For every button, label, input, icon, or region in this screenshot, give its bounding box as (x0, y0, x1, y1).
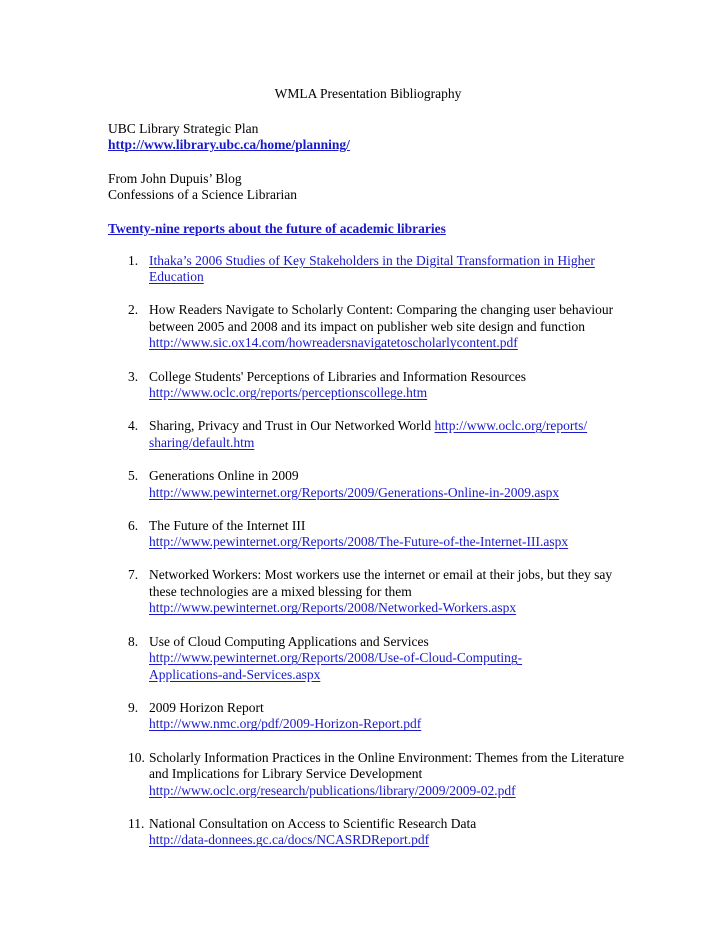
reference-link[interactable]: http://www.pewinternet.org/Reports/2008/The-Future-of-the-Internet-III.aspx (149, 534, 569, 550)
item-number: 6. (128, 517, 139, 533)
item-number: 7. (128, 567, 139, 583)
blog-name: Confessions of a Science Librarian (108, 187, 297, 203)
list-item (108, 418, 628, 451)
item-number: 5. (128, 467, 139, 483)
reference-link[interactable]: http://www.oclc.org/reports/perceptionscollege.htm (149, 385, 428, 401)
document-page (108, 86, 628, 866)
list-item (108, 302, 628, 352)
list-item (108, 468, 628, 501)
reference-title: How Readers Navigate to Scholarly Content: Comparing the changing user behaviour between 2005 and 2008 and its impact on publisher web site design and function (149, 302, 614, 334)
reference-title: 2009 Horizon Report (149, 699, 264, 715)
item-number: 11. (128, 815, 145, 831)
list-item (108, 369, 628, 402)
item-number: 1. (128, 252, 139, 268)
item-number: 2. (128, 302, 139, 318)
reference-link[interactable]: http://www.pewinternet.org/Reports/2009/Generations-Online-in-2009.aspx (149, 484, 560, 500)
item-number: 3. (128, 368, 139, 384)
list-item (108, 567, 628, 617)
reference-link[interactable]: http://data-donnees.gc.ca/docs/NCASRDReport.pdf (149, 832, 430, 848)
reference-link-continued[interactable]: Applications-and-Services.aspx (149, 666, 321, 682)
reference-title: College Students' Perceptions of Libraries and Information Resources (149, 368, 526, 384)
list-item (108, 253, 628, 286)
blog-source: From John Dupuis’ Blog (108, 170, 242, 186)
reference-link[interactable]: http://www.oclc.org/research/publications/library/2009/2009-02.pdf (149, 782, 516, 798)
reference-title-link[interactable]: Ithaka’s 2006 Studies of Key Stakeholders in the Digital Transformation in Higher Education (149, 252, 595, 285)
reference-title: The Future of the Internet III (149, 517, 306, 533)
list-item (108, 700, 628, 733)
reference-link[interactable]: http://www.pewinternet.org/Reports/2008/Use-of-Cloud-Computing- (149, 650, 523, 666)
section-heading-link[interactable]: Twenty-nine reports about the future of academic libraries (108, 220, 446, 236)
reference-link[interactable]: http://www.pewinternet.org/Reports/2008/Networked-Workers.aspx (149, 600, 517, 616)
reference-title: Use of Cloud Computing Applications and Services (149, 633, 429, 649)
strategic-plan-label: UBC Library Strategic Plan (108, 120, 259, 136)
reference-list (108, 253, 628, 849)
reference-title: Sharing, Privacy and Trust in Our Networked World (149, 418, 435, 434)
item-number: 10. (128, 749, 145, 765)
reference-link[interactable]: http://www.sic.ox14.com/howreadersnavigatetoscholarlycontent.pdf (149, 335, 518, 351)
strategic-plan-entry (108, 121, 628, 154)
strategic-plan-link[interactable]: http://www.library.ubc.ca/home/planning/ (108, 137, 350, 153)
item-number: 4. (128, 418, 139, 434)
reference-link[interactable]: http://www.oclc.org/reports/ (434, 418, 588, 434)
list-item (108, 750, 628, 800)
item-number: 8. (128, 633, 139, 649)
list-item (108, 816, 628, 849)
reference-title: Scholarly Information Practices in the Online Environment: Themes from the Literature and Implications for Library Service Development (149, 749, 625, 782)
reference-link[interactable]: http://www.nmc.org/pdf/2009-Horizon-Report.pdf (149, 716, 422, 732)
list-item (108, 634, 628, 684)
section-heading (108, 221, 628, 238)
reference-title: Networked Workers: Most workers use the internet or email at their jobs, but they say these technologies are a mixed blessing for them (149, 567, 613, 599)
item-number: 9. (128, 699, 139, 715)
reference-link-continued[interactable]: sharing/default.htm (149, 434, 255, 450)
reference-title: National Consultation on Access to Scientific Research Data (149, 815, 477, 831)
page-title: WMLA Presentation Bibliography (274, 86, 462, 101)
list-item (108, 518, 628, 551)
reference-title: Generations Online in 2009 (149, 467, 299, 483)
blog-entry (108, 171, 628, 204)
